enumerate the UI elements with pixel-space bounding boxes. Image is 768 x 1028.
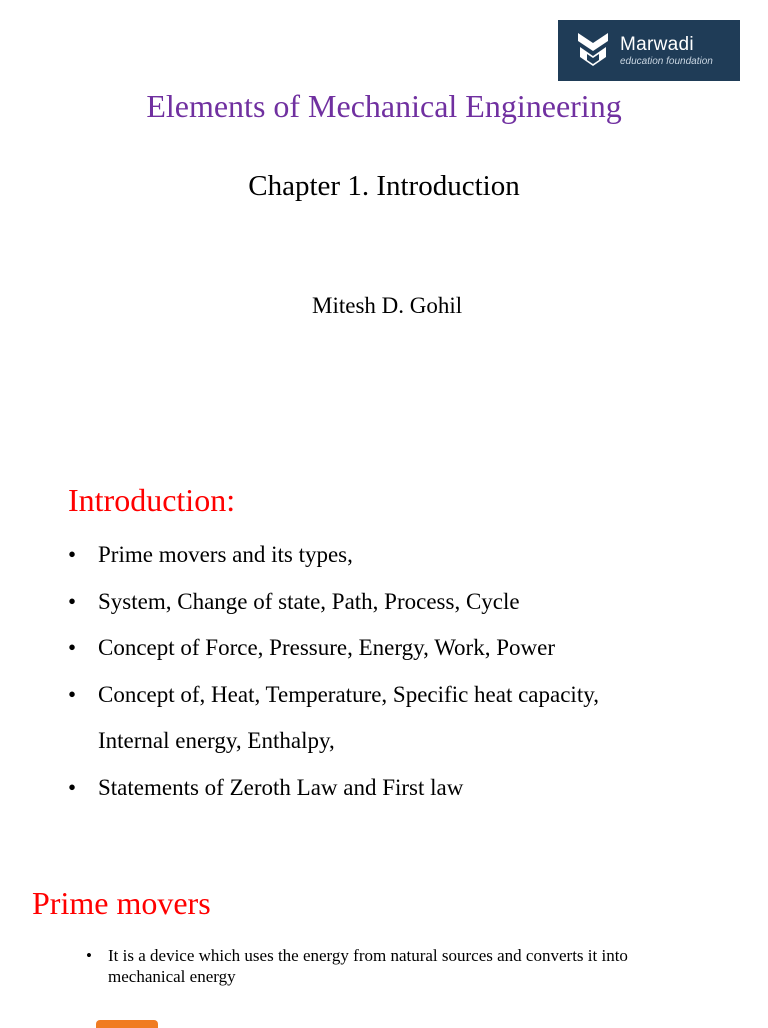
list-item-continuation: [68, 718, 599, 765]
bullet-icon: •: [68, 774, 77, 800]
marwadi-shield-icon: [576, 31, 610, 71]
logo-text: [620, 35, 713, 67]
marwadi-logo: [558, 20, 740, 81]
author-name: Mitesh D. Gohil: [312, 293, 463, 318]
bullet-icon: •: [68, 588, 77, 614]
introduction-list: [68, 532, 599, 811]
bullet-icon: •: [68, 635, 77, 660]
list-item-text: Concept of Force, Pressure, Energy, Work, Power: [98, 635, 555, 660]
logo-name: Marwadi: [620, 33, 694, 55]
document-title: Elements of Mechanical Engineering: [146, 88, 622, 124]
accent-shape: [96, 1020, 158, 1028]
logo-subtitle: education foundation: [620, 55, 713, 67]
bullet-icon: •: [68, 681, 77, 707]
list-item-text: Statements of Zeroth Law and First law: [98, 774, 464, 800]
list-item: [68, 532, 599, 579]
list-item-text: Prime movers and its types,: [98, 542, 353, 567]
chapter-title: Chapter 1. Introduction: [248, 170, 520, 202]
list-item-text: It is a device which uses the energy from natural sources and converts it into mechanical energy: [108, 946, 628, 986]
list-item-text: Internal energy, Enthalpy,: [98, 728, 335, 753]
bullet-icon: •: [68, 542, 77, 567]
bullet-icon: •: [86, 946, 92, 965]
list-item-text: Concept of, Heat, Temperature, Specific heat capacity,: [98, 681, 599, 707]
prime-movers-heading: Prime movers: [32, 885, 211, 921]
prime-movers-list: [86, 945, 686, 987]
list-item: [68, 625, 599, 672]
list-item: [68, 672, 599, 719]
introduction-heading: Introduction:: [68, 482, 236, 518]
list-item: [68, 579, 599, 626]
list-item: [68, 765, 599, 812]
list-item: [86, 945, 686, 987]
list-item-text: System, Change of state, Path, Process, Cycle: [98, 588, 520, 614]
